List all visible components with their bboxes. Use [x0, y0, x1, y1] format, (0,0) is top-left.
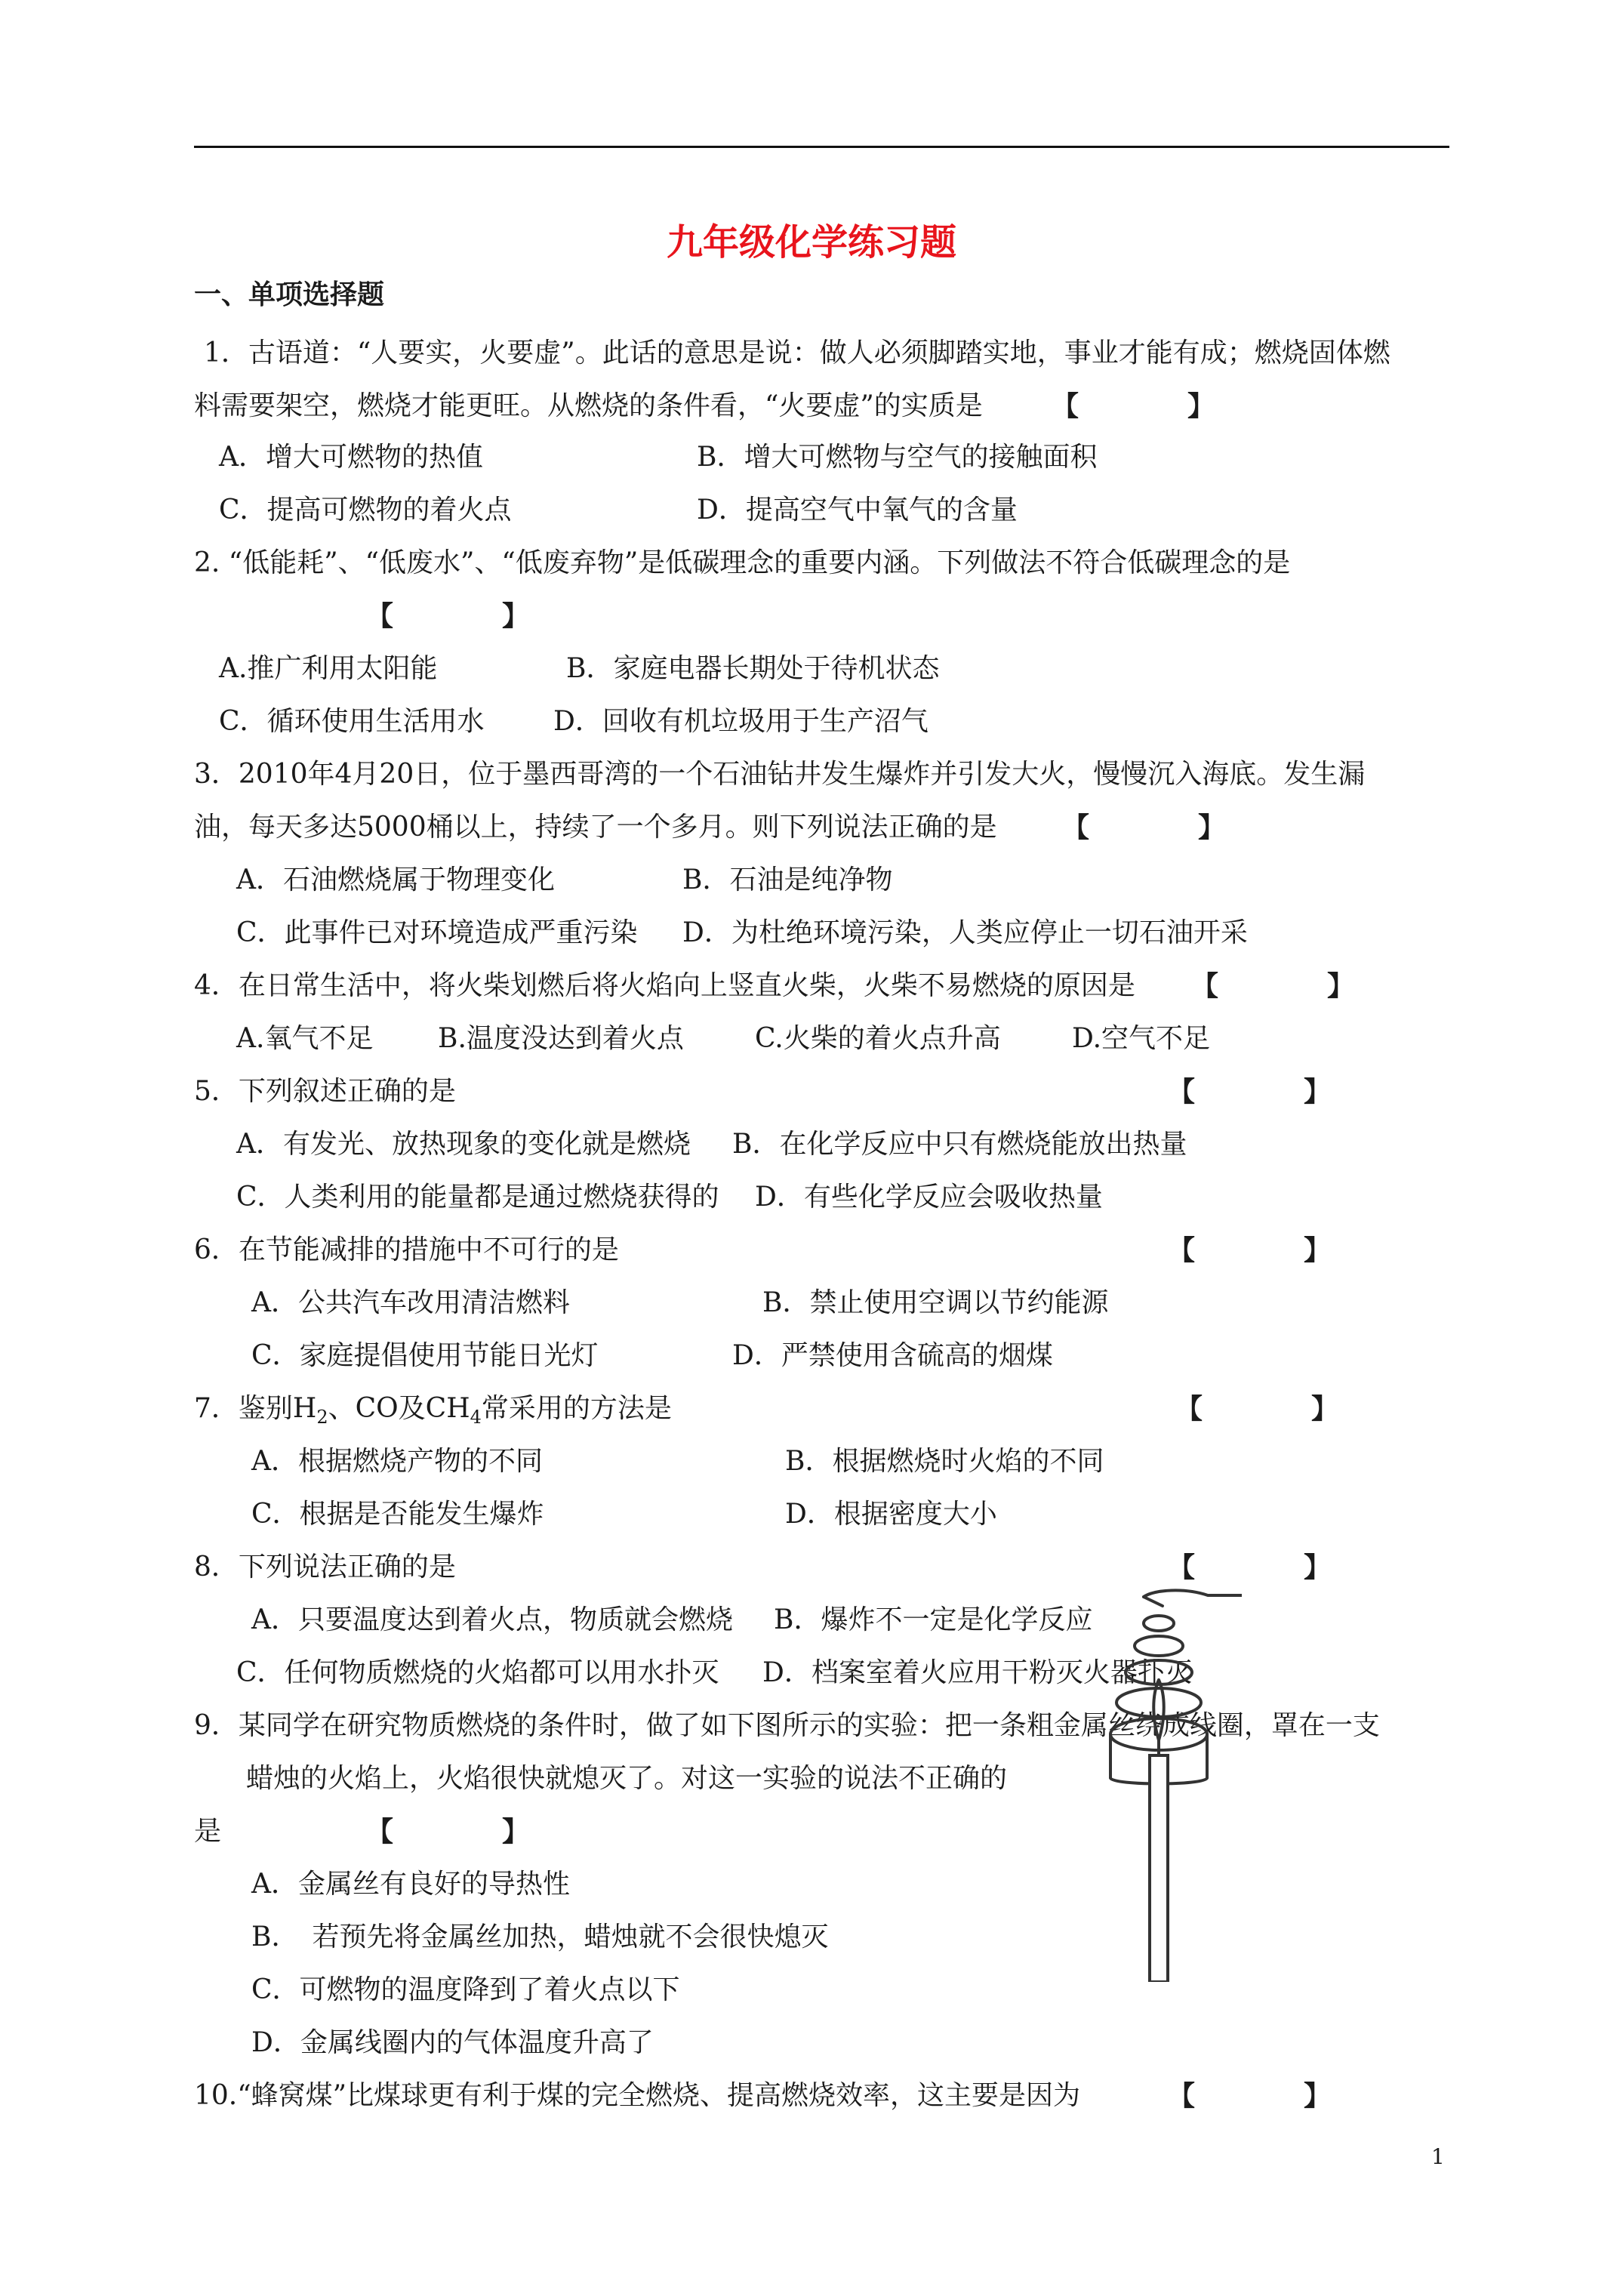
- q7-line1: 7．鉴别$H_2$、CO及$CH_4$常采用的方法是: [194, 1393, 672, 1428]
- q1-option-b: B．增大可燃物与空气的接触面积: [697, 442, 1098, 473]
- q9-line3: 是: [194, 1816, 222, 1847]
- q3-line1: 3．2010年4月20日，位于墨西哥湾的一个石油钻井发生爆炸并引发大火，慢慢沉入海底。发生漏: [194, 759, 1366, 790]
- q7-option-b: B．根据燃烧时火焰的不同: [785, 1446, 1104, 1477]
- q3-answer-bracket: 【 】: [1062, 812, 1226, 843]
- q2-option-b: B．家庭电器长期处于待机状态: [566, 653, 940, 684]
- q4-option-b: B.温度没达到着火点: [438, 1023, 684, 1054]
- q1-option-a: A．增大可燃物的热值: [219, 442, 483, 473]
- q3-line2: 油，每天多达5000桶以上，持续了一个多月。则下列说法正确的是: [194, 812, 997, 843]
- q4-option-c: C.火柴的着火点升高: [755, 1023, 1001, 1054]
- q5-option-a: A．有发光、放热现象的变化就是燃烧: [236, 1129, 691, 1160]
- q1-answer-bracket: 【 】: [1052, 390, 1215, 422]
- q2-line1: 2. “低能耗”、“低废水”、“低废弃物”是低碳理念的重要内涵。下列做法不符合低碳理念的是: [194, 547, 1291, 578]
- q1-line2: 料需要架空，燃烧才能更旺。从燃烧的条件看，“火要虚”的实质是: [194, 390, 983, 421]
- q7-option-c: C．根据是否能发生爆炸: [251, 1499, 544, 1530]
- q2-option-c: C．循环使用生活用水: [219, 706, 485, 737]
- q5-option-b: B．在化学反应中只有燃烧能放出热量: [732, 1129, 1187, 1160]
- q4-option-a: A.氧气不足: [236, 1023, 374, 1054]
- q9-line2: 蜡烛的火焰上，火焰很快就熄灭了。对这一实验的说法不正确的: [246, 1763, 1008, 1794]
- page-number: 1: [1431, 2144, 1445, 2169]
- q5-answer-bracket: 【 】: [1168, 1076, 1332, 1108]
- q9-line1: 9．某同学在研究物质燃烧的条件时，做了如下图所示的实验：把一条粗金属丝绕成线圈，罩在一支: [194, 1710, 1380, 1741]
- section-heading: 一、单项选择题: [194, 279, 385, 310]
- candle-wire-coil-illustration: [1079, 1559, 1242, 1982]
- q7-option-a: A．根据燃烧产物的不同: [251, 1446, 543, 1477]
- q2-option-a: A.推广利用太阳能: [219, 653, 438, 684]
- q9-answer-bracket: 【 】: [366, 1816, 530, 1848]
- q6-line1: 6．在节能减排的措施中不可行的是: [194, 1234, 619, 1265]
- q6-option-b: B．禁止使用空调以节约能源: [762, 1287, 1109, 1318]
- q8-option-b: B．爆炸不一定是化学反应: [774, 1604, 1093, 1635]
- q9-option-b: B． 若预先将金属丝加热，蜡烛就不会很快熄灭: [251, 1922, 829, 1952]
- q3-option-d: D．为杜绝环境污染，人类应停止一切石油开采: [682, 917, 1248, 948]
- q9-option-a: A．金属丝有良好的导热性: [251, 1869, 570, 1900]
- q9-option-d: D．金属线圈内的气体温度升高了: [251, 2027, 654, 2058]
- q1-option-d: D．提高空气中氧气的含量: [697, 495, 1018, 525]
- q1-line1: 1．古语道：“人要实，火要虚”。此话的意思是说：做人必须脚踏实地，事业才能有成；燃烧固体燃: [204, 337, 1390, 368]
- q5-line1: 5．下列叙述正确的是: [194, 1076, 456, 1107]
- q8-option-d: D．档案室着火应用干粉灭火器扑灭: [762, 1657, 1192, 1688]
- q1-option-c: C．提高可燃物的着火点: [219, 495, 512, 525]
- q4-option-d: D.空气不足: [1072, 1023, 1211, 1054]
- q3-option-b: B．石油是纯净物: [682, 864, 893, 895]
- q5-option-d: D．有些化学反应会吸收热量: [755, 1182, 1103, 1213]
- page-title: 九年级化学练习题: [666, 221, 956, 264]
- q3-option-a: A．石油燃烧属于物理变化: [236, 864, 555, 895]
- q6-option-c: C．家庭提倡使用节能日光灯: [251, 1340, 599, 1371]
- q8-option-a: A．只要温度达到着火点，物质就会燃烧: [251, 1604, 733, 1635]
- q9-option-c: C．可燃物的温度降到了着火点以下: [251, 1974, 680, 2005]
- q7-option-d: D．根据密度大小: [785, 1499, 997, 1530]
- q4-line1: 4．在日常生活中，将火柴划燃后将火焰向上竖直火柴，火柴不易燃烧的原因是: [194, 970, 1135, 1001]
- q8-line1: 8．下列说法正确的是: [194, 1552, 456, 1583]
- q8-option-c: C．任何物质燃烧的火焰都可以用水扑灭: [236, 1657, 719, 1688]
- q10-answer-bracket: 【 】: [1168, 2080, 1332, 2112]
- q10-line1: 10.“蜂窝煤”比煤球更有利于煤的完全燃烧、提高燃烧效率，这主要是因为: [194, 2080, 1081, 2111]
- q2-answer-bracket: 【 】: [366, 600, 530, 632]
- q6-answer-bracket: 【 】: [1168, 1234, 1332, 1266]
- q5-option-c: C．人类利用的能量都是通过燃烧获得的: [236, 1182, 719, 1213]
- q6-option-d: D．严禁使用含硫高的烟煤: [732, 1340, 1053, 1371]
- q2-option-d: D．回收有机垃圾用于生产沼气: [553, 706, 929, 737]
- q8-answer-bracket: 【 】: [1168, 1552, 1332, 1583]
- q4-answer-bracket: 【 】: [1191, 970, 1355, 1002]
- q7-answer-bracket: 【 】: [1175, 1393, 1339, 1425]
- header-rule: [194, 146, 1449, 148]
- q6-option-a: A．公共汽车改用清洁燃料: [251, 1287, 570, 1318]
- q3-option-c: C．此事件已对环境造成严重污染: [236, 917, 638, 948]
